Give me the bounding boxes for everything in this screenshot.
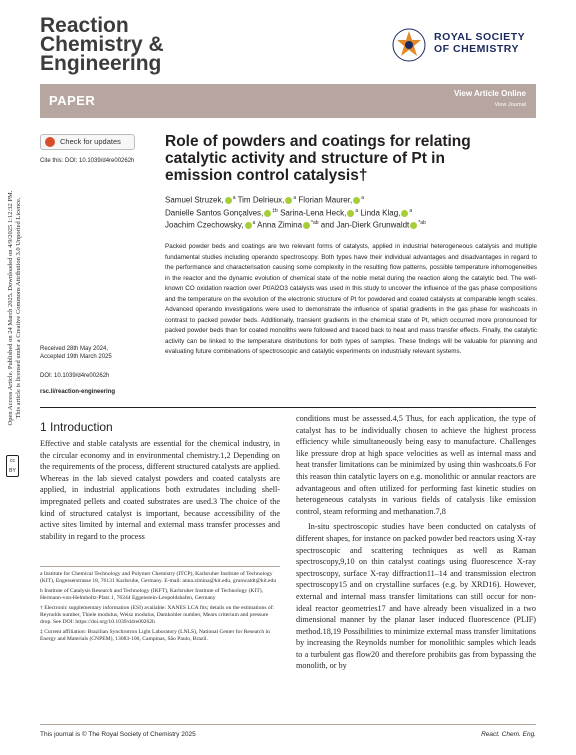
author-affiliation: a	[293, 195, 297, 201]
body-column-right	[296, 413, 536, 672]
orcid-icon[interactable]	[285, 197, 292, 204]
author-affiliation: a	[232, 195, 236, 201]
journal-link[interactable]: rsc.li/reaction-engineering	[40, 389, 116, 395]
orcid-icon[interactable]	[410, 222, 417, 229]
author-affiliation: *ab	[311, 220, 319, 227]
author-affiliation: ‡b	[272, 207, 278, 214]
footnote-affiliation-a: a Institute for Chemical Technology and Polymer Chemistry (ITCP), Karlsruher Institute of Technology (KIT), Engesserstrasse 18, 76131 Karlsruhe, Germany. E-mail: anna.zimina@kit.edu, grunwaldt@kit.edu	[40, 571, 277, 585]
footnote-affiliation-b: b Institute of Catalysis Research and Technology (IKFT), Karlsruher Institute of Technology (KIT), Hermann-von-Helmholtz-Platz 1, 76344 Eggenstein-Leopoldshafen, Germany	[40, 587, 264, 602]
orcid-icon[interactable]	[245, 222, 252, 229]
body-column-left	[40, 438, 280, 542]
footnote-esi: † Electronic supplementary information (ESI) available: XANES LCA fits; details on the estimations of: Reynolds number, Thiele modulus, Weisz modulus, Damkohler number, Mears criterium and pressure drop. See DOI: https://doi.org/10.1039/d4re00262h	[40, 604, 275, 626]
author-affiliation: a	[355, 207, 359, 214]
paragraph: conditions must be assessed.4,5 Thus, for each application, the type of catalyst has to be individually chosen to achieve the highest process efficiency while simultaneously being easy to manufacture. Challenges like pressure drop at high space velocities as well as internal mass and heat transfer limitations can be minimized by using thin washcoats.6 For this reason thin catalytic layers on e.g. monolithic or annular reactors are advantageous and often utilized for performing fast kinetic studies on heterogeneous catalysts in various fields of catalysis like emission control, steam reforming and methanation.7,8	[296, 414, 536, 516]
license-text	[7, 143, 23, 473]
crossmark-icon	[45, 137, 55, 147]
journal-title-line2: Chemistry &	[40, 33, 164, 56]
author-name[interactable]: Sarina-Lena Heck,	[280, 208, 347, 218]
footnote-current-affiliation: ‡ Current affiliation: Brazilian Synchrotron Light Laboratory (LNLS), National Center for Research in Energy and Materials (CNPEM), 13083-100, Campinas, São Paulo, Brazil.	[40, 628, 270, 643]
cite-doi: Cite this: DOI: 10.1039/d4re00262h	[40, 158, 135, 164]
check-for-updates-button[interactable]	[40, 134, 135, 150]
article-type-label: PAPER	[49, 93, 96, 108]
rsc-logo	[392, 26, 542, 66]
author-list	[165, 193, 525, 231]
section-divider	[40, 407, 536, 408]
view-journal-link[interactable]: View Journal	[494, 102, 526, 108]
journal-title-line3: Engineering	[40, 52, 162, 75]
author-name[interactable]: Samuel Struzek,	[165, 195, 224, 205]
license-line2[interactable]: This article is licensed under a Creative Commons Attribution 3.0 Unported Licence.	[15, 197, 22, 419]
license-line1: Open Access Article. Published on 24 March 2025. Downloaded on 4/9/2025 1:12:32 PM.	[7, 190, 14, 426]
orcid-icon[interactable]	[347, 210, 354, 217]
cc-license-icon[interactable]: cc BY	[6, 455, 19, 477]
footnote-divider	[40, 566, 280, 567]
author-name[interactable]: Anna Zimina	[257, 220, 303, 230]
check-for-updates-label: Check for updates	[60, 137, 121, 146]
journal-title-line1: Reaction	[40, 14, 129, 37]
rsc-emblem-icon	[392, 28, 426, 62]
orcid-icon[interactable]	[353, 197, 360, 204]
author-name[interactable]: Florian Maurer,	[298, 195, 353, 205]
orcid-icon[interactable]	[401, 210, 408, 217]
author-name[interactable]: Joachim Czechowsky,	[165, 220, 244, 230]
paragraph: In-situ spectroscopic studies have been conducted on catalysts of different shapes, for instance on packed powder bed reactors using X-ray spectroscopic and scattering techniques as well as Raman spectroscopy,9,10 on thin catalyst coatings using fluorescence X-ray spectroscopy, surface X-ray diffraction11–14 and transmission electron spectroscopy15 and on crystalline surfaces (e.g. by XRD16). However, external and internal mass transfer limitations can still occur for non-ideal reactor geometries17 and have already been visualized in a two dimensional manner by the planar laser induced fluorescence (PLIF) method.18,19 Possibilities to minimize external mass transfer limitations by increasing the Reynolds number for monolithic samples which leads to a turbulent gas flow20 and therefore prohibits gas from bypassing the monolith, or by	[296, 522, 536, 671]
abstract: Packed powder beds and coatings are two relevant forms of catalysts, applied in industrial heterogeneous catalysis and multiple fundamental studies including operando spectroscopy. Both types have their individual advantages and disadvantages in regard to the performance and characterisation causing some complexity in the resulting flow patterns, possible temperature inhomogeneities in the reactor and the dynamic evolution of chemical state of the noble metal during the reaction along the catalytic bed. The well-known CO oxidation reaction over Pt/Al2O3 catalysts was used in this study to uncover the influence of the gas phase compositions and the temperature on the evolution of the electronic structure of Pt for powdered and coated catalysts at comparable length scales. Advanced operando investigations were used to demonstrate the influence of spatial gradients in the gas phase for washcoats in contrast to packed powder beds. Additionally, transient gradients in the chemical state of Pt, which occurred more pronounced for packed powder beds than for coated monoliths were followed and traced back to heat and mass transfer effects. Finally, the catalytic activity can be linked to the temperature distributions for both types of samples. These findings will be valuable for planning and evaluating future combinations of spectroscopic and catalytic experiments on industrially relevant systems.	[165, 243, 537, 355]
footer-divider	[40, 724, 536, 725]
author-name[interactable]: Linda Klag,	[360, 208, 401, 218]
rsc-wordmark-line1: ROYAL SOCIETY	[434, 31, 526, 43]
article-type-banner	[40, 84, 536, 118]
article-dates	[40, 345, 112, 361]
journal-abbrev: React. Chem. Eng.	[481, 731, 536, 738]
author-name[interactable]: Tim Delrieux,	[237, 195, 285, 205]
author-affiliation: a	[361, 195, 364, 201]
section-heading: 1 Introduction	[40, 420, 113, 434]
license-sidebar	[2, 150, 26, 480]
rsc-wordmark	[434, 31, 525, 55]
author-affiliation: a	[409, 207, 413, 214]
author-affiliation: *ab	[418, 220, 426, 227]
journal-title	[40, 16, 164, 73]
article-title: Role of powders and coatings for relating catalytic activity and structure of Pt in emission control catalysis†	[165, 133, 471, 184]
orcid-icon[interactable]	[225, 197, 232, 204]
copyright: This journal is © The Royal Society of Chemistry 2025	[40, 731, 196, 738]
accepted-date: Accepted 19th March 2025	[40, 354, 112, 360]
author-affiliation: a	[252, 220, 256, 227]
doi: DOI: 10.1039/d4re00262h	[40, 373, 110, 379]
view-article-online-link[interactable]: View Article Online	[453, 89, 526, 98]
received-date: Received 28th May 2024,	[40, 346, 109, 352]
footnotes	[40, 571, 280, 646]
orcid-icon[interactable]	[303, 222, 310, 229]
orcid-icon[interactable]	[264, 210, 271, 217]
rsc-wordmark-line2: OF CHEMISTRY	[434, 43, 519, 55]
paragraph: Effective and stable catalysts are essential for the chemical industry, in the circular economy and in environmental chemistry.1,2 Depending on the requirements of the process, different structured catalysts are applied. Whereas in the lab sieved catalyst powders and coated catalysts are applied, in industrial applications both extrudates including shell-impregnated pellets and coated substrates are used.3 The choice of the kind of structured catalyst is important, because accessibility of the active sites limited by internal and external mass transfer processes and stability in regard to the process	[40, 439, 280, 541]
author-name[interactable]: Danielle Santos Gonçalves,	[165, 208, 264, 218]
author-name[interactable]: and Jan-Dierk Grunwaldt	[320, 220, 410, 230]
